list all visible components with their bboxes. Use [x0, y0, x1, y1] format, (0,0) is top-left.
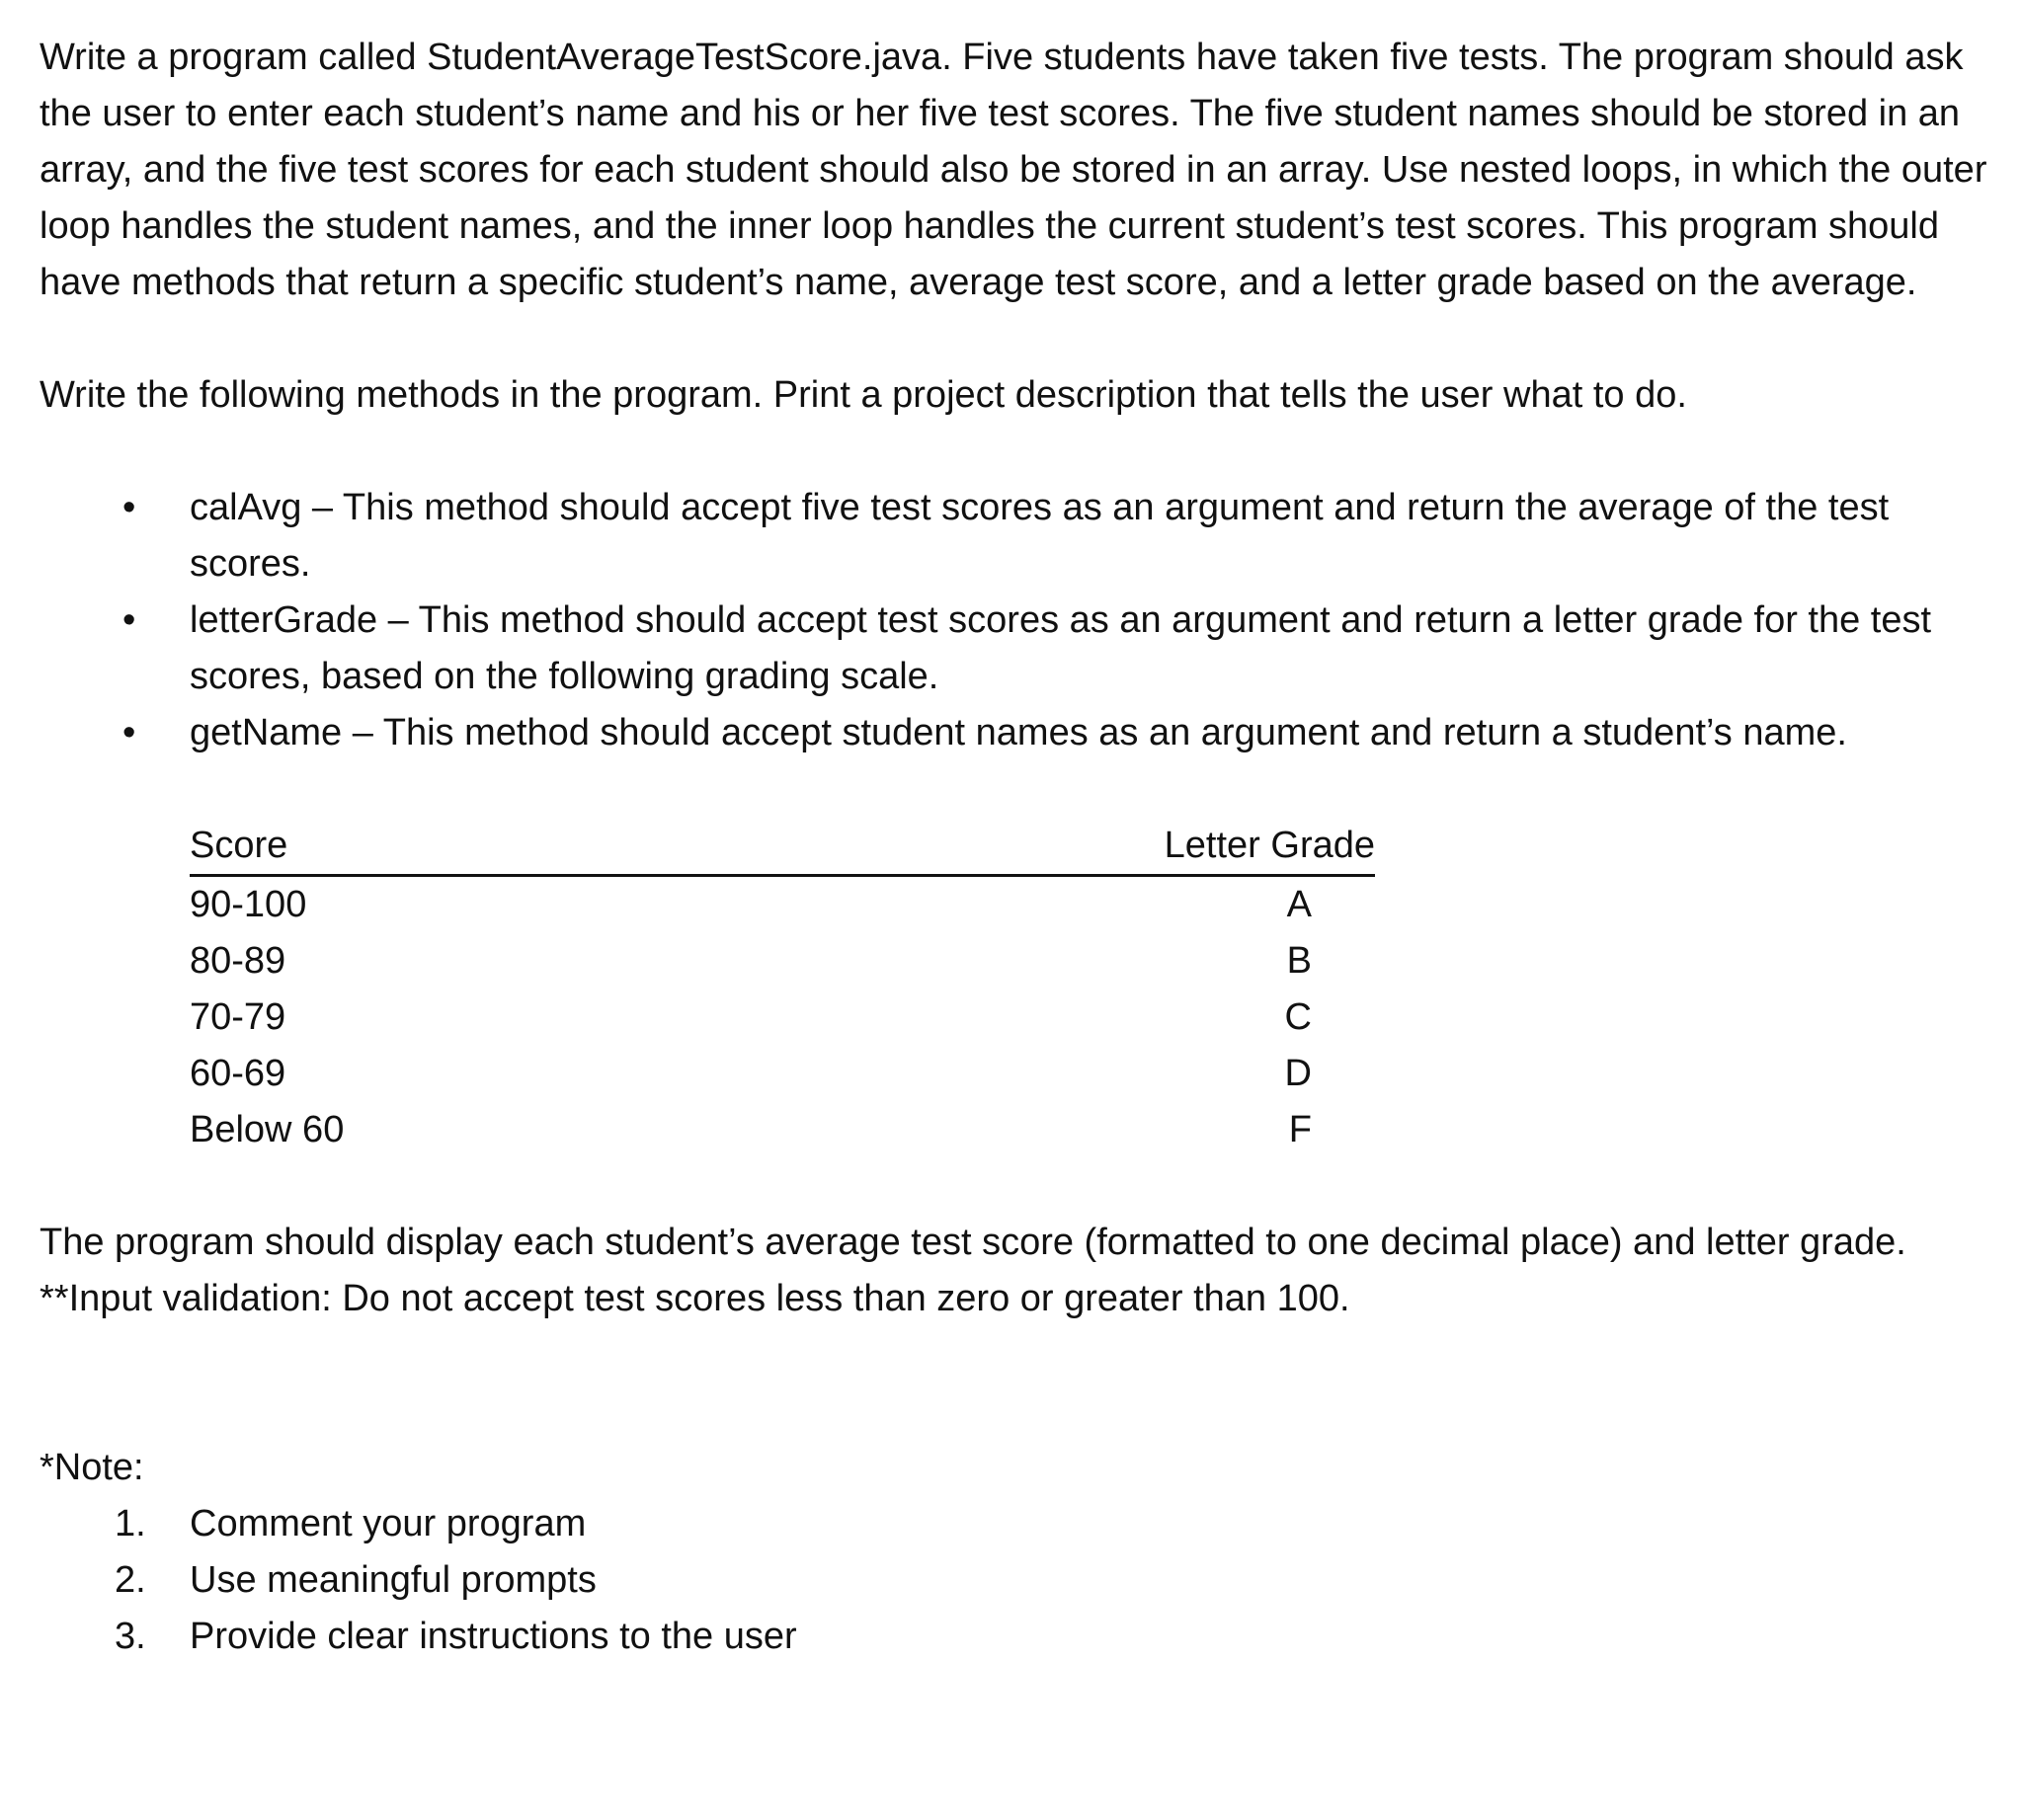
bullet-icon: • [122, 599, 136, 641]
grading-scale-table [190, 818, 1375, 1158]
intro-paragraph: Write a program called StudentAverageTestScore.java. Five students have taken five tests. The program should ask the user to enter each student’s name and his or her five test scores. The five student names should be stored in an array, and the five test scores for each student should also be stored in an array. Use nested loops, in which the outer loop handles the student names, and the inner loop handles the current student’s test scores. This program should have methods that return a specific student’s name, average test score, and a letter grade based on the average. [40, 37, 1987, 303]
bullet-text: letterGrade – This method should accept test scores as an argument and return a letter grade for the test scores, based on the following grading scale. [190, 599, 1932, 697]
bullet-text: getName – This method should accept student names as an argument and return a student’s name. [190, 712, 1847, 753]
bullet-text: calAvg – This method should accept five test scores as an argument and return the average of the test scores. [190, 487, 1890, 585]
table-row [190, 1046, 1375, 1102]
letter-grade-cell: A [1286, 884, 1312, 925]
note-list [40, 1496, 1995, 1665]
table-row [190, 1102, 1375, 1158]
score-column-header: Score [190, 818, 690, 876]
letter-grade-cell: C [1284, 996, 1312, 1038]
list-item-text: Comment your program [190, 1503, 587, 1544]
list-number: 1. [115, 1503, 146, 1544]
score-range-cell: 70-79 [190, 996, 286, 1038]
list-item-text: Provide clear instructions to the user [190, 1616, 797, 1657]
bullet-icon: • [122, 487, 136, 528]
method-bullet-list [40, 480, 1995, 761]
letter-grade-cell: F [1288, 1109, 1312, 1150]
methods-intro-paragraph: Write the following methods in the program. Print a project description that tells the user what to do. [40, 374, 1687, 416]
list-number: 2. [115, 1559, 146, 1601]
note-title: *Note: [40, 1447, 144, 1488]
score-range-cell: 80-89 [190, 940, 286, 982]
letter-grade-column-header: Letter Grade [690, 818, 1375, 876]
letter-grade-cell: D [1284, 1053, 1312, 1094]
table-row [190, 989, 1375, 1046]
list-item [40, 1552, 1995, 1609]
score-range-cell: 90-100 [190, 884, 307, 925]
table-row [190, 933, 1375, 989]
list-item [40, 1496, 1995, 1552]
bullet-icon: • [122, 712, 136, 753]
assignment-document [40, 30, 1995, 1665]
table-row [190, 876, 1375, 934]
letter-grade-cell: B [1286, 940, 1312, 982]
score-range-cell: 60-69 [190, 1053, 286, 1094]
list-item-text: Use meaningful prompts [190, 1559, 597, 1601]
table-header-row [190, 818, 1375, 876]
list-number: 3. [115, 1616, 146, 1657]
output-description-paragraph: The program should display each student’s average test score (formatted to one decimal place) and letter grade. **Input validation: Do not accept test scores less than zero or greater than 100. [40, 1222, 1906, 1319]
list-item [40, 1609, 1995, 1665]
bullet-item-lettergrade [40, 593, 1995, 705]
score-range-cell: Below 60 [190, 1109, 345, 1150]
bullet-item-getname [40, 705, 1995, 761]
bullet-item-calavg [40, 480, 1995, 593]
